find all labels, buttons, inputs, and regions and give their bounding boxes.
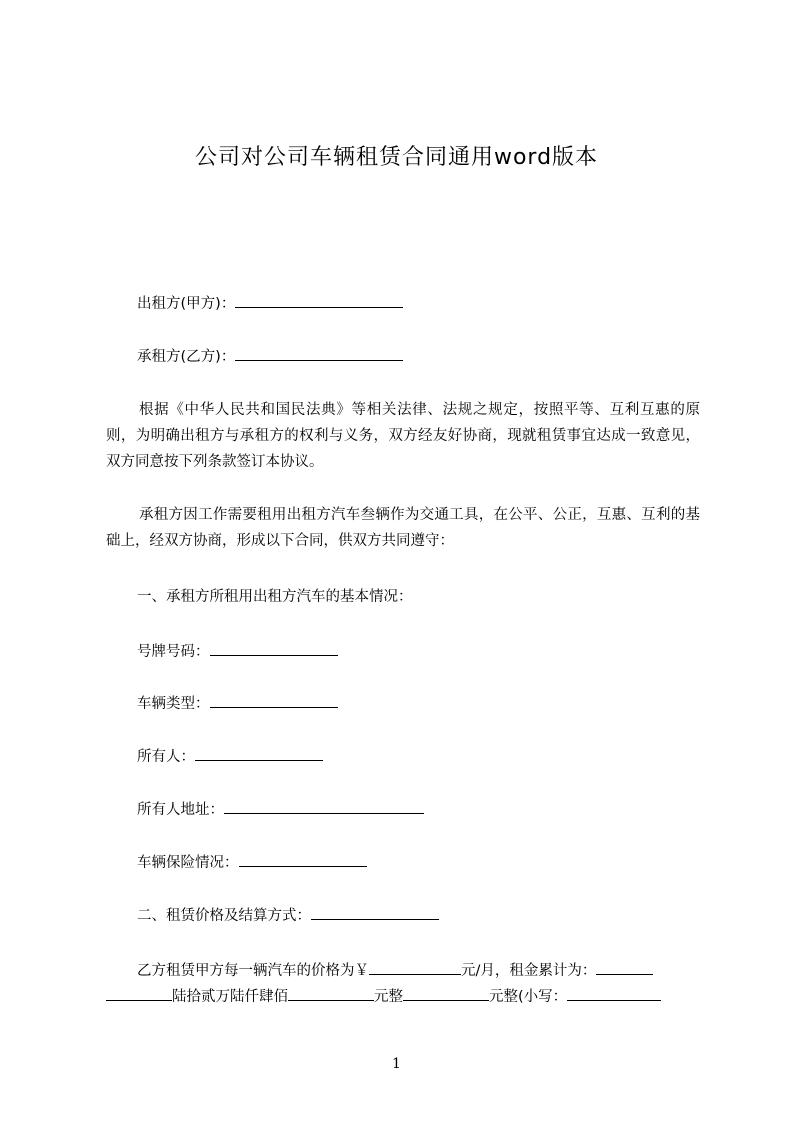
plate-line [137,640,338,661]
price-line-2 [106,985,661,1006]
insurance-blank [239,853,367,867]
intro-paragraph: 根据《中华人民共和国民法典》等相关法律、法规之规定，按照平等、互利互惠的原则，为明确出租方与承租方的权利与义务，双方经友好协商，现就租赁事宜达成一致意见，双方同意按下列条款签订本协议。 [106,402,700,470]
lessor-line [137,292,403,313]
total-rent-blank-2 [106,987,172,1001]
price-line-1 [137,959,653,980]
owner-label: 所有人： [137,749,195,765]
owner-address-label: 所有人地址： [137,802,224,818]
lowercase-amount-blank [567,987,661,1001]
monthly-price-blank [369,961,461,975]
plate-label: 号牌号码： [137,644,210,660]
vehicle-type-label: 车辆类型： [137,696,210,712]
settlement-blank [311,906,439,920]
plate-blank [210,642,338,656]
price-text-4: 元整 [374,989,403,1005]
page-number: 1 [392,1056,401,1072]
owner-address-line [137,798,424,819]
owner-line [137,745,323,766]
insurance-line [137,851,367,872]
price-text-1: 乙方租赁甲方每一辆汽车的价格为￥ [137,963,369,979]
lessor-blank [235,294,403,308]
purpose-paragraph: 承租方因工作需要租用出租方汽车叁辆作为交通工具，在公平、公正，互惠、互利的基础上，经双方协商，形成以下合同，供双方共同遵守： [106,507,700,549]
lessee-blank [235,347,403,361]
owner-address-blank [224,800,424,814]
amount-blank-2 [403,987,489,1001]
price-text-5: 元整(小写： [489,989,568,1005]
lessee-label: 承租方(乙方)： [137,349,236,365]
section2-heading: 二、租赁价格及结算方式： [137,908,311,924]
vehicle-type-blank [210,694,338,708]
owner-blank [195,747,323,761]
section1-heading: 一、承租方所租用出租方汽车的基本情况： [137,589,413,605]
section2-line [137,904,439,925]
document-title: 公司对公司车辆租赁合同通用word版本 [194,145,599,170]
price-text-2: 元/月，租金累计为： [461,963,597,979]
total-rent-blank-1 [596,961,653,975]
vehicle-type-line [137,692,338,713]
amount-blank-1 [288,987,374,1001]
insurance-label: 车辆保险情况： [137,855,239,871]
lessee-line [137,345,403,366]
lessor-label: 出租方(甲方)： [137,296,236,312]
price-text-3: 陆拾贰万陆仟肆佰 [172,989,288,1005]
